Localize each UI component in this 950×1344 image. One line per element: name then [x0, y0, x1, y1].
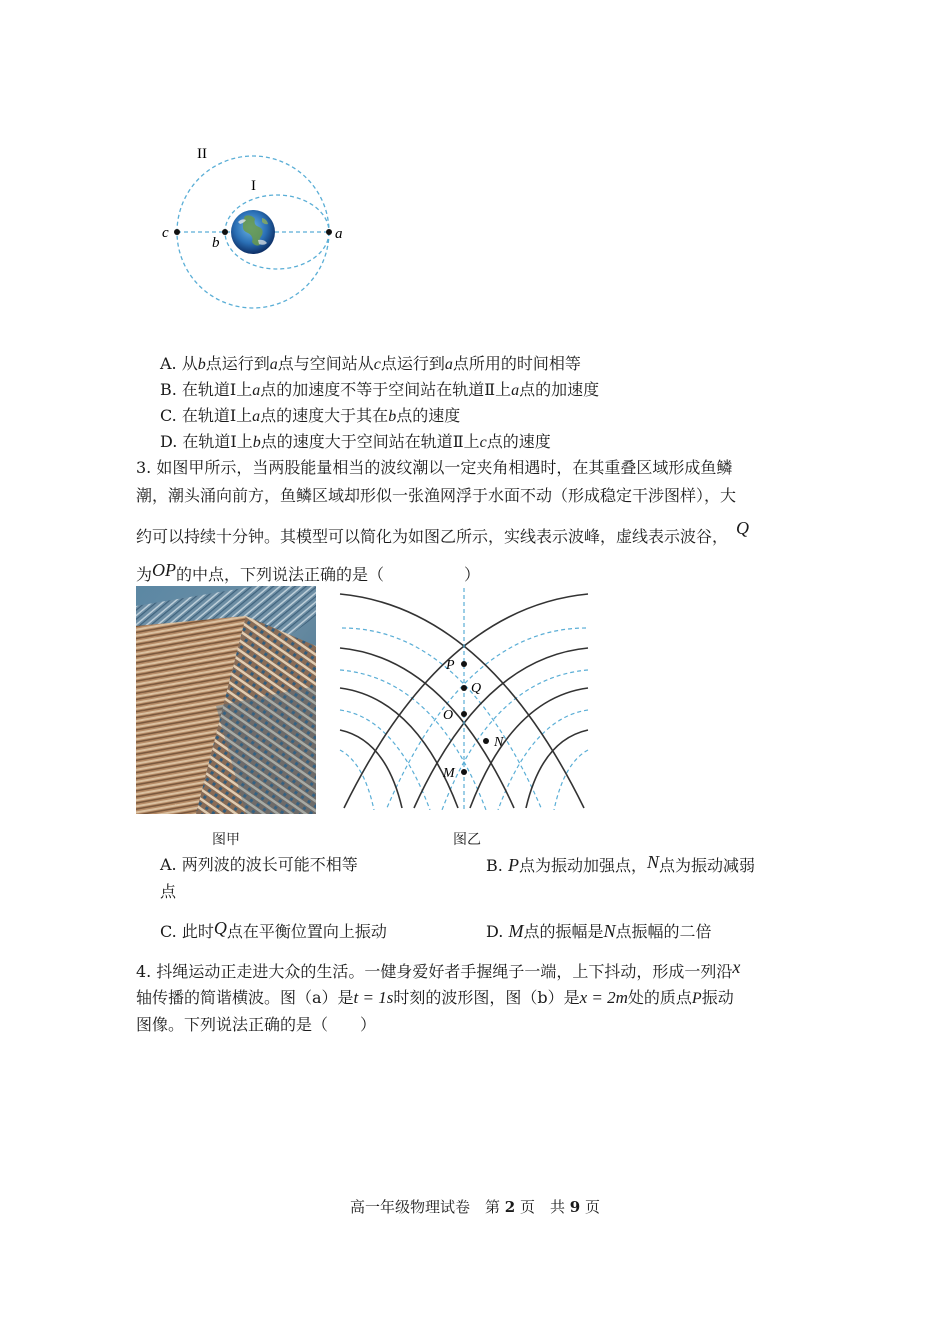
q3-option-b[interactable]: B. P点为振动加强点，N点为振动减弱	[486, 852, 755, 875]
label-ii: II	[197, 146, 207, 162]
orbit-figure	[150, 140, 370, 340]
q3-option-a-wrap: 点	[160, 882, 177, 901]
point-n-dot	[483, 738, 489, 744]
label-c: c	[162, 225, 169, 241]
interference-diagram	[336, 588, 592, 810]
caption-figure-b: 图乙	[453, 832, 481, 848]
q2-option-d[interactable]: D. 在轨道Ⅰ上b点的速度大于空间站在轨道Ⅱ上c点的速度	[160, 432, 551, 451]
q3-option-c[interactable]: C. 此时Q点在平衡位置向上振动	[160, 918, 387, 941]
caption-figure-a: 图甲	[212, 832, 240, 848]
q2-option-a[interactable]: A. 从b点运行到a点与空间站从c点运行到a点所用的时间相等	[160, 354, 581, 373]
label-o: O	[443, 708, 454, 723]
point-a-dot	[326, 229, 332, 235]
point-b-dot	[222, 229, 228, 235]
q3-line-3: 约可以持续十分钟。其模型可以简化为如图乙所示，实线表示波峰，虚线表示波谷， Q	[136, 518, 750, 546]
trough-lines	[340, 628, 588, 810]
point-p-dot	[461, 661, 467, 667]
label-m: M	[443, 766, 455, 781]
q2-option-c[interactable]: C. 在轨道Ⅰ上a点的速度大于其在b点的速度	[160, 406, 461, 425]
label-n: N	[494, 735, 504, 750]
earth-icon	[231, 210, 275, 254]
page-footer: 高一年级物理试卷 第 2 页 共 9 页	[349, 1198, 601, 1216]
point-c-dot	[174, 229, 180, 235]
q3-option-d[interactable]: D. M点的振幅是N点振幅的二倍	[486, 921, 712, 941]
q3-option-a[interactable]: A. 两列波的波长可能不相等	[160, 855, 358, 874]
point-q-dot	[461, 685, 467, 691]
fish-scale-tide-photo	[136, 586, 316, 814]
point-o-dot	[461, 711, 467, 717]
q3-line-1: 3. 如图甲所示，当两股能量相当的波纹潮以一定夹角相遇时，在其重叠区域形成鱼鳞	[136, 458, 733, 477]
label-q: Q	[471, 681, 482, 696]
label-p: P	[446, 658, 455, 673]
label-a: a	[335, 226, 343, 242]
q4-line-3: 图像。下列说法正确的是（ ）	[136, 1015, 377, 1034]
page-total: 9	[569, 1198, 581, 1216]
q3-line-4: 为OP的中点，下列说法正确的是（ ）	[136, 560, 481, 584]
point-m-dot	[461, 769, 467, 775]
page-number: 2	[504, 1198, 516, 1216]
label-b: b	[212, 235, 220, 251]
q4-line-1: 4. 抖绳运动正走进大众的生活。一健身爱好者手握绳子一端，上下抖动，形成一列沿x	[136, 957, 741, 981]
q4-line-2: 轴传播的简谐横波。图（a）是t = 1s时刻的波形图，图（b）是x = 2m处的质点P振动	[136, 988, 734, 1007]
q2-option-b[interactable]: B. 在轨道Ⅰ上a点的加速度不等于空间站在轨道Ⅱ上a点的加速度	[160, 380, 600, 399]
q3-line-2: 潮，潮头涌向前方，鱼鳞区域却形似一张渔网浮于水面不动（形成稳定干涉图样），大	[136, 486, 737, 505]
label-i: I	[251, 178, 256, 194]
